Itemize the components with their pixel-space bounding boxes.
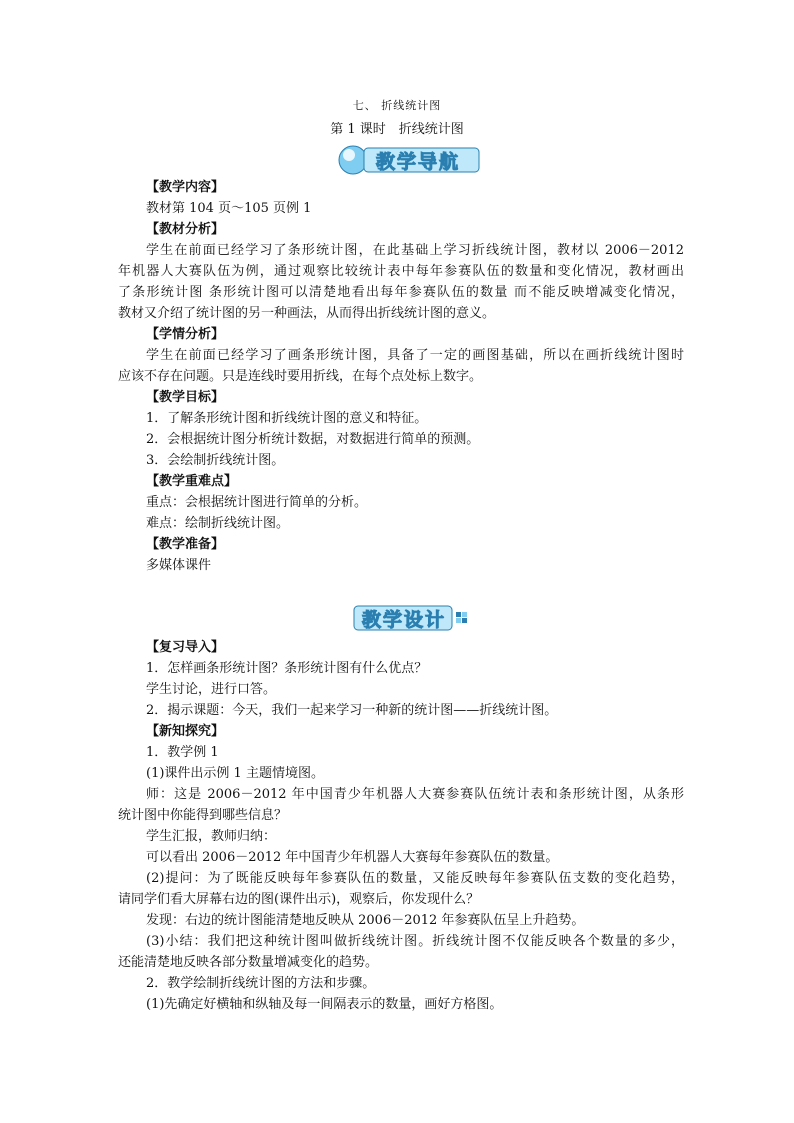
section-heading: 【新知探究】 — [146, 724, 225, 739]
paragraph-line: 统计图中你能得到哪些信息？ — [118, 808, 288, 823]
paragraph-line: 应该不存在问题。只是连线时要用折线，在每个点处标上数字。 — [118, 369, 483, 384]
chapter-title: 七、 折线统计图 — [352, 99, 442, 112]
section-heading: 【教学目标】 — [146, 390, 225, 405]
body-line: 重点：会根据统计图进行简单的分析。 — [146, 495, 368, 510]
paragraph-line: 了条形统计图 条形统计图可以清楚地看出每年参赛队伍的数量 而不能反映增减变化情况， — [118, 285, 684, 300]
body-line: 1．怎样画条形统计图？条形统计图有什么优点？ — [146, 661, 428, 676]
paragraph-line: (2)提问：为了既能反映每年参赛队伍的数量，又能反映每年参赛队伍支数的变化趋势， — [146, 871, 684, 886]
body-line: 学生讨论，进行口答。 — [146, 682, 277, 697]
paragraph-line: 还能清楚地反映各部分数量增减变化的趋势。 — [118, 955, 379, 970]
paragraph-line: (3)小结：我们把这种统计图叫做折线统计图。折线统计图不仅能反映各个数量的多少， — [146, 934, 684, 949]
body-line: 可以看出 2006－2012 年中国青少年机器人大赛每年参赛队伍的数量。 — [146, 850, 559, 865]
body-line: 教材第 104 页～105 页例 1 — [146, 201, 312, 216]
body-line: 2．教学绘制折线统计图的方法和步骤。 — [146, 976, 376, 991]
body-line: 发现：右边的统计图能清楚地反映从 2006－2012 年参赛队伍呈上升趋势。 — [146, 913, 585, 928]
section-heading: 【复习导入】 — [146, 640, 225, 655]
body-line: 3．会绘制折线统计图。 — [146, 453, 285, 468]
section-heading: 【教材分析】 — [146, 222, 225, 237]
body-line: (1)课件出示例 1 主题情境图。 — [146, 766, 324, 781]
paragraph-line: 师：这是 2006－2012 年中国青少年机器人大赛参赛队伍统计表和条形统计图，从条形 — [146, 787, 684, 802]
section-heading: 【教学内容】 — [146, 180, 225, 195]
paragraph-line: 请同学们看大屏幕右边的图(课件出示)，观察后，你发现什么？ — [118, 892, 480, 907]
section-heading: 【教学重难点】 — [146, 474, 238, 489]
teaching-guide-banner — [336, 143, 486, 177]
body-line: (1)先确定好横轴和纵轴及每一间隔表示的数量，画好方格图。 — [146, 997, 503, 1012]
section-heading: 【学情分析】 — [146, 327, 225, 342]
teaching-design-banner — [352, 601, 472, 635]
paragraph-line: 学生在前面已经学习了条形统计图，在此基础上学习折线统计图，教材以 2006－2012 — [146, 243, 684, 258]
body-line: 难点：绘制折线统计图。 — [146, 516, 290, 531]
body-line: 2．会根据统计图分析统计数据，对数据进行简单的预测。 — [146, 432, 480, 447]
teaching-design-label: 教学设计 — [362, 609, 447, 631]
paragraph-line: 年机器人大赛队伍为例，通过观察比较统计表中每年参赛队伍的数量和变化情况，教材画出 — [118, 264, 684, 279]
section-heading: 【教学准备】 — [146, 537, 225, 552]
body-line: 1．教学例 1 — [146, 745, 219, 760]
body-line: 学生汇报，教师归纳： — [146, 829, 277, 844]
paragraph-line: 教材又介绍了统计图的另一种画法，从而得出折线统计图的意义。 — [118, 306, 496, 321]
body-line: 2．揭示课题：今天，我们一起来学习一种新的统计图——折线统计图。 — [146, 703, 558, 718]
paragraph-line: 学生在前面已经学习了画条形统计图，具备了一定的画图基础，所以在画折线统计图时 — [146, 348, 684, 363]
teaching-guide-label: 教学导航 — [376, 151, 461, 173]
body-line: 多媒体课件 — [146, 558, 212, 573]
body-line: 1．了解条形统计图和折线统计图的意义和特征。 — [146, 411, 428, 426]
lesson-title: 第 1 课时 折线统计图 — [330, 122, 464, 137]
